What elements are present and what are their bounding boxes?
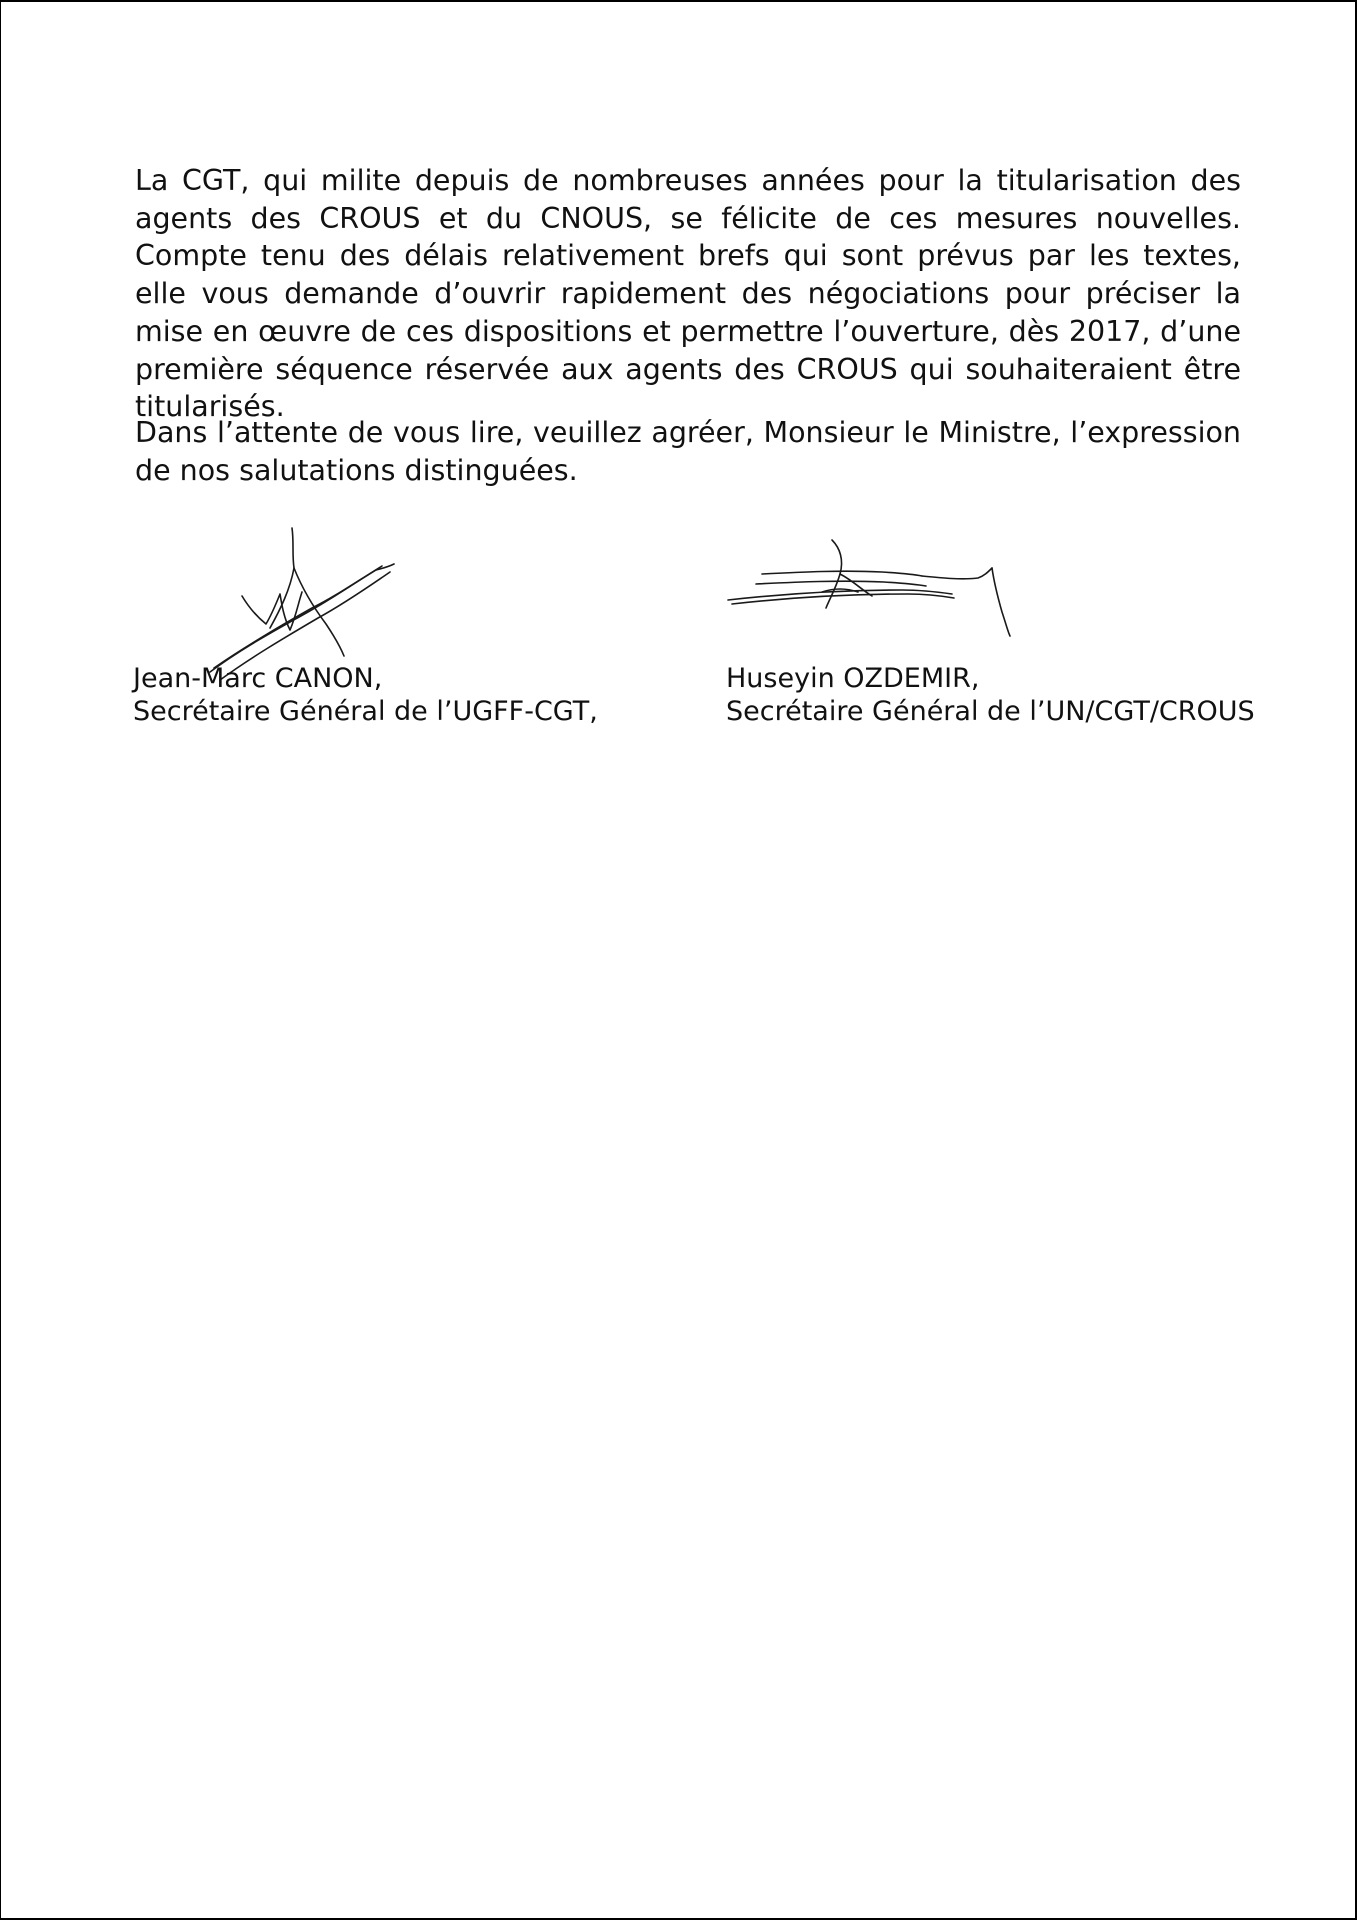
signature-right-icon: [722, 532, 1012, 637]
signatory-role: Secrétaire Général de l’UN/CGT/CROUS: [726, 696, 1255, 727]
signatory-role: Secrétaire Général de l’UGFF-CGT,: [133, 696, 598, 727]
signatory-right: [726, 662, 1255, 728]
signatory-left: [133, 662, 598, 728]
body-paragraph-2: Dans l’attente de vous lire, veuillez agréer, Monsieur le Ministre, l’expression de nos salutations distinguées.: [135, 416, 1241, 487]
signatory-name: Jean-Marc CANON,: [133, 663, 383, 694]
body-paragraph-1: La CGT, qui milite depuis de nombreuses années pour la titularisation des agents des CROUS et du CNOUS, se félicite de ces mesures nouvelles. Compte tenu des délais relativement brefs qui sont prévus par les textes, elle vous demande d’ouvrir rapidement des négociations pour préciser la mise en œuvre de ces dispositions et permettre l’ouverture, dès 2017, d’une première séquence réservée aux agents des CROUS qui souhaiteraient être titularisés.: [135, 164, 1241, 424]
signatory-name: Huseyin OZDEMIR,: [726, 663, 980, 694]
